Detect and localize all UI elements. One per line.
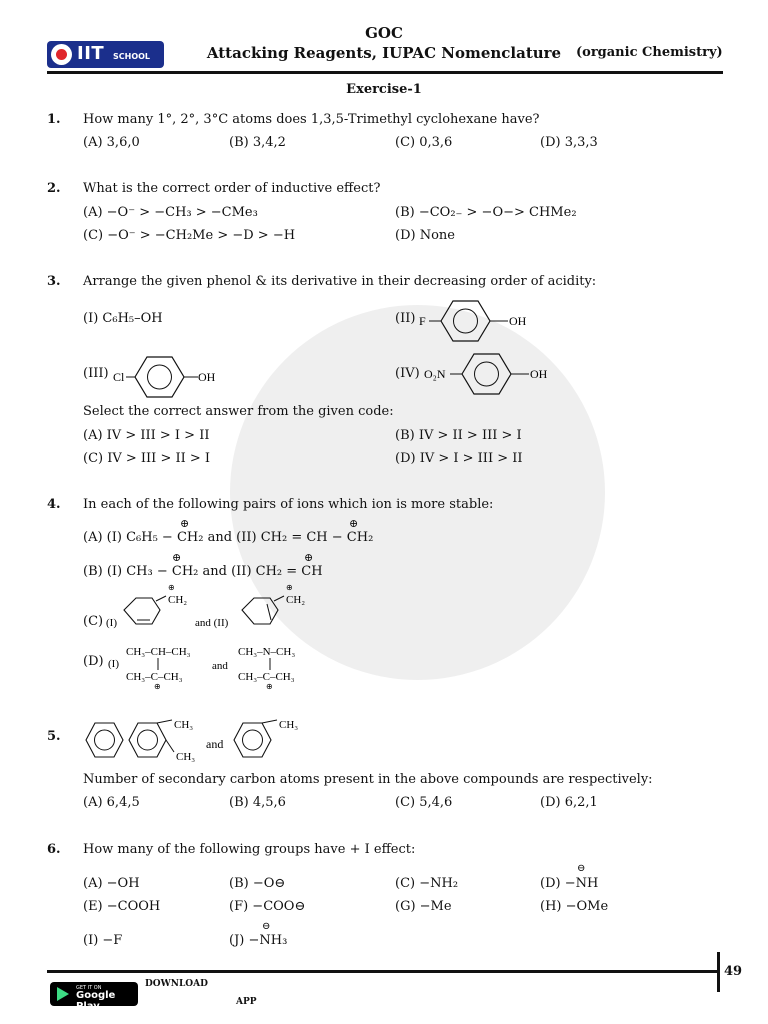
q3-structure-iii xyxy=(110,348,225,402)
q6-option-i: (I) −F xyxy=(83,933,123,948)
q3-option-d: (D) IV > I > III > II xyxy=(395,451,523,466)
page-number: 49 xyxy=(724,964,743,979)
q3-number: 3. xyxy=(47,274,61,289)
q6-option-a: (A) −OH xyxy=(83,876,140,891)
q4d-2-bottom: CH₃–C–CH₃ xyxy=(238,671,295,683)
footer-rule xyxy=(47,970,717,973)
q4d-structures xyxy=(104,642,324,692)
q3-ii-fluoro: F xyxy=(419,314,426,328)
q5-structures xyxy=(84,712,314,768)
q4a-plus-1: ⊕ xyxy=(180,517,190,530)
q6-option-f: (F) −COO⊖ xyxy=(229,899,306,914)
q4c-ch2-1: CH₂ xyxy=(168,594,188,606)
download-label: DOWNLOAD xyxy=(145,979,208,989)
q2-option-a: (A) −O⁻ > −CH₃ > −CMe₃ xyxy=(83,205,258,220)
q3-option-a: (A) IV > III > I > II xyxy=(83,428,210,443)
q4c-ch2-2: CH₂ xyxy=(286,594,306,606)
q4c-and: and (II) xyxy=(195,617,229,629)
q2-option-b: (B) −CO₂₋ > −O−> CHMe₂ xyxy=(395,205,577,220)
q4d-1-plus: ⊕ xyxy=(154,682,161,691)
q4c-plus-1: ⊕ xyxy=(168,584,175,592)
logo-icon xyxy=(51,44,72,65)
q4-text: In each of the following pairs of ions which ion is more stable: xyxy=(83,497,494,512)
q5-ch3-b: CH₃ xyxy=(176,751,196,763)
topic-title: GOC xyxy=(365,24,403,42)
iit-school-logo xyxy=(47,41,164,68)
q4d-and: and xyxy=(212,660,228,672)
q3-iii-oh: OH xyxy=(198,370,216,384)
logo-subtext: SCHOOL xyxy=(113,52,151,61)
logo-text: IIT xyxy=(77,43,105,64)
subject-label: (organic Chemistry) xyxy=(576,45,723,60)
footer-vertical-rule xyxy=(717,952,720,992)
q3-compound-iii-label: (III) xyxy=(83,366,109,381)
q4c-plus-2: ⊕ xyxy=(286,584,293,592)
q6-option-c: (C) −NH₂ xyxy=(395,876,459,891)
q5-ch3-c: CH₃ xyxy=(279,719,299,731)
q5-xylene xyxy=(129,723,166,757)
q1-text: How many 1°, 2°, 3°C atoms does 1,3,5-Trimethyl cyclohexane have? xyxy=(83,112,540,127)
q5-text: Number of secondary carbon atoms present in the above compounds are respectively: xyxy=(83,772,653,787)
q3-iv-oh: OH xyxy=(530,367,548,381)
q4-number: 4. xyxy=(47,497,61,512)
q6-text: How many of the following groups have + I effect: xyxy=(83,842,416,857)
q5-number: 5. xyxy=(47,729,61,744)
q6-option-j: (J) −NH₃ xyxy=(229,933,288,948)
q5-option-b: (B) 4,5,6 xyxy=(229,795,286,810)
exercise-heading: Exercise-1 xyxy=(346,82,422,97)
q3-option-b: (B) IV > II > III > I xyxy=(395,428,522,443)
play-store-icon xyxy=(57,987,69,1001)
q4-option-c-label: (C) xyxy=(83,614,104,629)
q2-number: 2. xyxy=(47,181,61,196)
q3-compound-i: (I) C₆H₅–OH xyxy=(83,311,163,326)
q4-option-b: (B) (I) CH₃ − CH₂ and (II) CH₂ = CH xyxy=(83,564,323,579)
q5-ch3-a: CH₃ xyxy=(174,719,194,731)
q6-option-b: (B) −O⊖ xyxy=(229,876,286,891)
q1-option-b: (B) 3,4,2 xyxy=(229,135,286,150)
header-rule xyxy=(47,71,723,74)
q4d-2-top: CH₃–N–CH₃ xyxy=(238,646,296,658)
q5-option-a: (A) 6,4,5 xyxy=(83,795,140,810)
q4-option-d-label: (D) xyxy=(83,654,104,669)
q4d-2-plus: ⊕ xyxy=(266,682,273,691)
q3-select-text: Select the correct answer from the given code: xyxy=(83,404,394,419)
q2-text: What is the correct order of inductive effect? xyxy=(83,181,381,196)
q3-compound-iv-label: (IV) xyxy=(395,366,420,381)
google-play-badge[interactable] xyxy=(50,982,138,1012)
q4c-ring-2 xyxy=(242,598,278,624)
q1-number: 1. xyxy=(47,112,61,127)
q1-option-d: (D) 3,3,3 xyxy=(540,135,598,150)
q5-benzene xyxy=(86,723,123,757)
q3-text: Arrange the given phenol & its derivative in their decreasing order of acidity: xyxy=(83,274,597,289)
q1-option-c: (C) 0,3,6 xyxy=(395,135,453,150)
q6-number: 6. xyxy=(47,842,61,857)
q3-ii-oh: OH xyxy=(509,314,527,328)
q3-structure-ii xyxy=(416,293,536,347)
q3-option-c: (C) IV > III > II > I xyxy=(83,451,211,466)
q2-option-c: (C) −O⁻ > −CH₂Me > −D > −H xyxy=(83,228,296,243)
q1-option-a: (A) 3,6,0 xyxy=(83,135,140,150)
q6-option-e: (E) −COOH xyxy=(83,899,161,914)
q3-iv-nitro: O₂N xyxy=(424,367,446,381)
q3-iii-chloro: Cl xyxy=(113,370,125,384)
page-title: Attacking Reagents, IUPAC Nomenclature xyxy=(206,44,562,62)
q4a-plus-2: ⊕ xyxy=(349,517,359,530)
q4b-plus-1: ⊕ xyxy=(172,551,182,564)
q6-d-minus: ⊖ xyxy=(577,863,586,874)
q6-option-g: (G) −Me xyxy=(395,899,452,914)
q6-j-minus: ⊖ xyxy=(262,921,271,932)
q4c-i: (I) xyxy=(106,617,117,629)
q4d-1-bottom: CH₃–C–CH₃ xyxy=(126,671,183,683)
q5-option-d: (D) 6,2,1 xyxy=(540,795,598,810)
q4-option-a: (A) (I) C₆H₅ − CH₂ and (II) CH₂ = CH − CH₂ xyxy=(83,530,374,545)
q6-option-h: (H) −OMe xyxy=(540,899,609,914)
q5-option-c: (C) 5,4,6 xyxy=(395,795,453,810)
q3-compound-ii-label: (II) xyxy=(395,311,416,326)
q4c-structures xyxy=(104,584,324,640)
q4d-1-top: CH₃–CH–CH₃ xyxy=(126,646,191,658)
q4b-plus-2: ⊕ xyxy=(304,551,314,564)
app-label: APP xyxy=(236,997,257,1007)
q4d-i: (I) xyxy=(108,658,119,670)
gp-get-it-on: GET IT ON xyxy=(76,985,102,991)
gp-google-play: Google Play xyxy=(76,990,116,1012)
q6-option-d: (D) −NH xyxy=(540,876,599,891)
q2-option-d: (D) None xyxy=(395,228,455,243)
q5-toluene xyxy=(234,723,271,757)
q5-and: and xyxy=(206,737,224,751)
q3-structure-iv xyxy=(422,346,557,400)
